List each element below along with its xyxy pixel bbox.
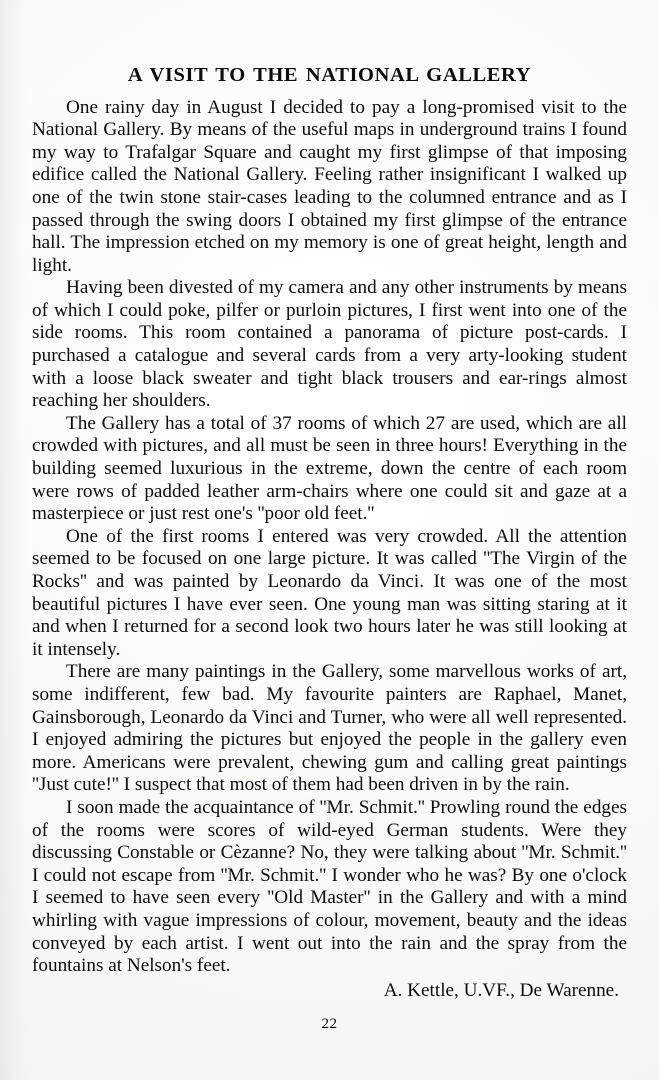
paragraph: The Gallery has a total of 37 rooms of which 27 are used, which are all crowded with pictures, and all must be seen in three hours! Everything in the building seemed luxurious in the extreme, down the centre of each room were rows of padded leather arm-chairs where one could sit and gaze at a masterpiece or just rest one's ''poor old feet.'' (32, 412, 627, 525)
article-body (32, 97, 627, 1003)
paragraph: There are many paintings in the Gallery, some marvellous works of art, some indifferent, few bad. My favourite painters are Raphael, Manet, Gainsborough, Leonardo da Vinci and Turner, who were all well represented. I enjoyed admiring the pictures but enjoyed the people in the gallery even more. Americans were prevalent, chewing gum and calling great paintings ''Just cute!'' I suspect that most of them had been driven in by the rain. (32, 661, 627, 796)
paragraph: One rainy day in August I decided to pay a long-promised visit to the National Gallery. By means of the useful maps in underground trains I found my way to Trafalgar Square and caught my first glimpse of that imposing edifice called the National Gallery. Feeling rather insignificant I walked up one of the twin stone stair-cases leading to the columned entrance and as I passed through the swing doors I obtained my first glimpse of the entrance hall. The impression etched on my memory is one of great height, length and light. (32, 96, 627, 276)
page-content (32, 0, 627, 1080)
paragraph: Having been divested of my camera and any other instruments by means of which I could poke, pilfer or purloin pictures, I first went into one of the side rooms. This room contained a panorama of picture post-cards. I purchased a catalogue and several cards from a very arty-looking student with a loose black sweater and tight black trousers and ear-rings almost reaching her shoulders. (32, 277, 627, 412)
page-number: 22 (321, 1016, 338, 1032)
page-title: A VISIT TO THE NATIONAL GALLERY (127, 64, 532, 86)
paragraph: One of the first rooms I entered was very crowded. All the attention seemed to be focused on one large picture. It was called ''The Virgin of the Rocks'' and was painted by Leonardo da Vinci. It was one of the most beautiful pictures I have ever seen. One young man was sitting staring at it and when I returned for a second look two hours later he was still looking at it intensely. (32, 525, 627, 660)
paragraph: I soon made the acquaintance of ''Mr. Schmit.'' Prowling round the edges of the rooms were scores of wild-eyed German students. Were they discussing Constable or Cèzanne? No, they were talking about ''Mr. Schmit.'' I could not escape from ''Mr. Schmit.'' I wonder who he was? By one o'clock I seemed to have seen every ''Old Master'' in the Gallery and with a mind whirling with vague impressions of colour, movement, beauty and the ideas conveyed by each artist. I went out into the rain and the spray from the fountains at Nelson's feet. (32, 796, 627, 977)
author-signature: A. Kettle, U.VF., De Warenne. (383, 979, 619, 1001)
